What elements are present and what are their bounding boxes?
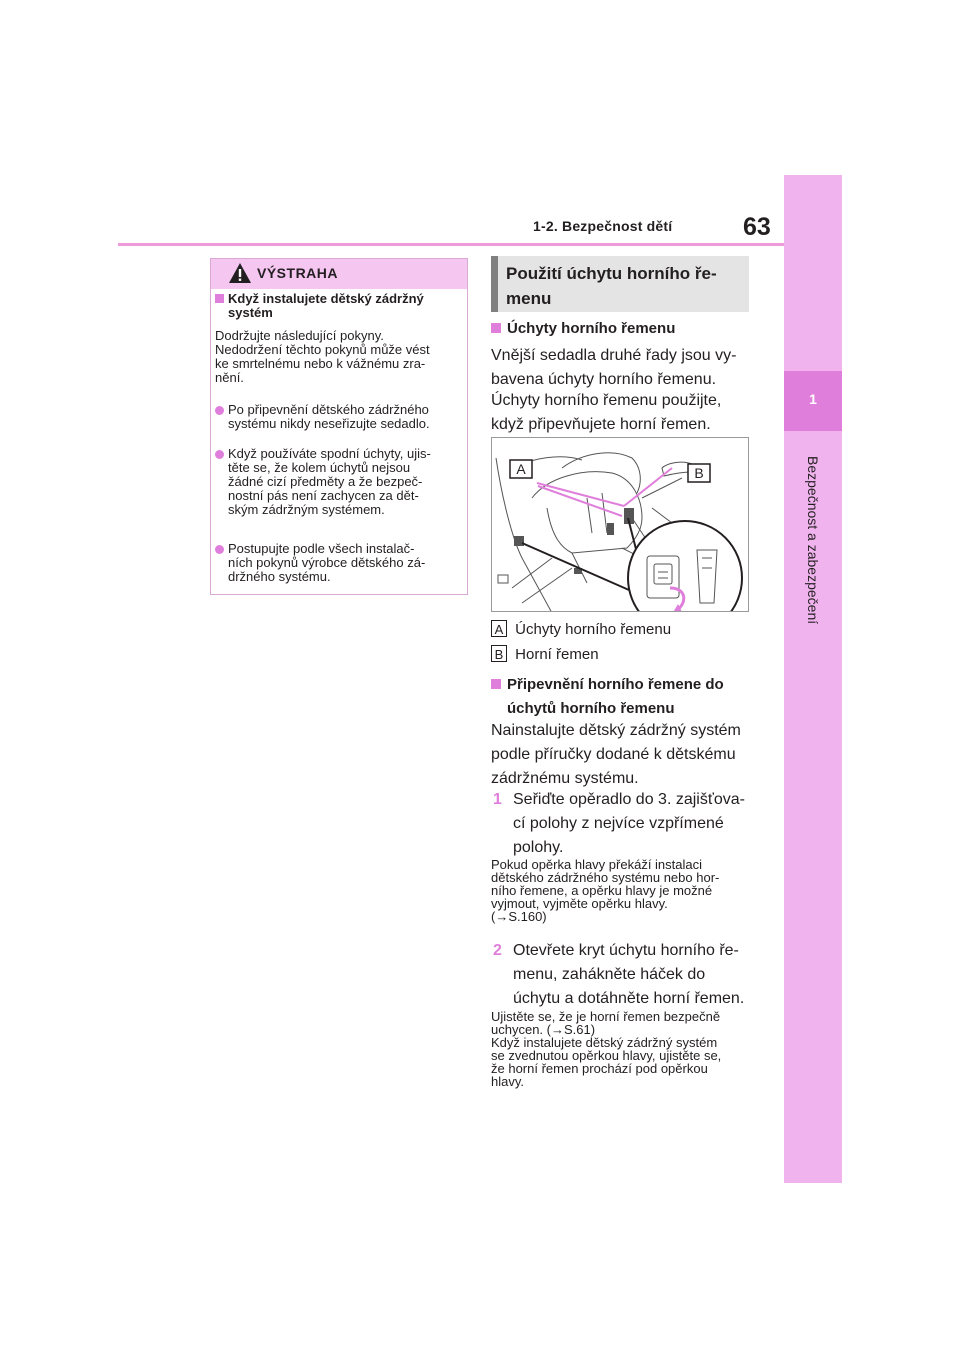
round-bullet-icon bbox=[215, 406, 224, 415]
header-rule bbox=[118, 243, 784, 246]
section-heading-bar bbox=[491, 256, 498, 312]
warning-title: VÝSTRAHA bbox=[257, 265, 339, 281]
step-1: 1 Seřiďte opěradlo do 3. zajišťova- cí polohy z nejvíce vzpřímené polohy. bbox=[491, 788, 756, 860]
note-secure-strap: Ujistěte se, že je horní řemen bezpečně uchycen. (→S.61) Když instalujete dětský zádržný systém se zvednutou opěrkou hlavy, ujistěte se, že horní řemen prochází pod opěrkou hlavy. bbox=[491, 1010, 756, 1088]
paragraph-install-instructions: Nainstalujte dětský zádržný systém podle příručky dodané k dětskému zádržnému systému. bbox=[491, 722, 741, 787]
step-2-number: 2 bbox=[493, 942, 502, 959]
tether-anchor-illustration bbox=[491, 437, 749, 612]
note-headrest: Pokud opěrka hlavy překáží instalaci dětského zádržného systému nebo hor- ního řemene, a opěrku hlavy je možné vyjmout, vyjměte opěrku hlavy. (→S.160) bbox=[491, 858, 756, 923]
legend-item-b: B Horní řemen bbox=[491, 645, 599, 663]
round-bullet-icon bbox=[215, 450, 224, 459]
section-heading: Použití úchytu horního ře- menu bbox=[506, 264, 717, 308]
running-header-section: 1-2. Bezpečnost dětí bbox=[533, 218, 673, 234]
page-reference-link[interactable]: uchycen. (→S.61) bbox=[491, 1022, 596, 1037]
step-1-number: 1 bbox=[493, 791, 502, 808]
chapter-title-vertical bbox=[784, 440, 842, 640]
legend-item-a: A Úchyty horního řemenu bbox=[491, 620, 671, 638]
legend-tag-a: A bbox=[491, 620, 507, 637]
page-number: 63 bbox=[743, 213, 771, 241]
step-2: 2 Otevřete kryt úchytu horního ře- menu, zahákněte háček do úchytu a dotáhněte horní řemen. bbox=[491, 939, 756, 1011]
warning-bullet-2: Když používáte spodní úchyty, ujis- těte se, že kolem úchytů nejsou žádné cizí předměty a že bezpeč- nostní pás není zachycen za dět- ským zádržným systémem. bbox=[215, 447, 465, 517]
figure-label-a: A bbox=[516, 461, 526, 477]
square-bullet-icon bbox=[491, 323, 501, 333]
warning-intro: Dodržujte následující pokyny. Nedodržení těchto pokynů může vést ke smrtelnému nebo k vážnému zra- nění. bbox=[215, 328, 430, 385]
figure-label-b: B bbox=[694, 465, 704, 481]
warning-heading: Když instalujete dětský zádržný systém bbox=[215, 292, 424, 320]
legend-tag-b: B bbox=[491, 645, 507, 662]
chapter-title: Bezpečnost a zabezpečení bbox=[805, 455, 821, 625]
subheading-tether-anchors: Úchyty horního řemenu bbox=[491, 320, 675, 337]
square-bullet-icon bbox=[215, 294, 224, 303]
warning-bullet-1: Po připevnění dětského zádržného systému nikdy neseřizujte sedadlo. bbox=[215, 403, 465, 431]
chapter-side-tab bbox=[784, 175, 842, 1183]
chapter-number: 1 bbox=[809, 391, 817, 407]
subheading-attach-strap: Připevnění horního řemene do úchytů horního řemenu bbox=[491, 673, 724, 721]
paragraph-anchors-usage: Úchyty horního řemenu použijte, když připevňujete horní řemen. bbox=[491, 392, 722, 433]
round-bullet-icon bbox=[215, 545, 224, 554]
paragraph-anchors-location: Vnější sedadla druhé řady jsou vy- bavena úchyty horního řemenu. bbox=[491, 347, 737, 388]
warning-triangle-icon bbox=[228, 262, 252, 284]
square-bullet-icon bbox=[491, 679, 501, 689]
page-reference-link[interactable]: (→S.160) bbox=[491, 909, 547, 924]
warning-bullet-3: Postupujte podle všech instalač- ních pokynů výrobce dětského zá- držného systému. bbox=[215, 542, 465, 584]
